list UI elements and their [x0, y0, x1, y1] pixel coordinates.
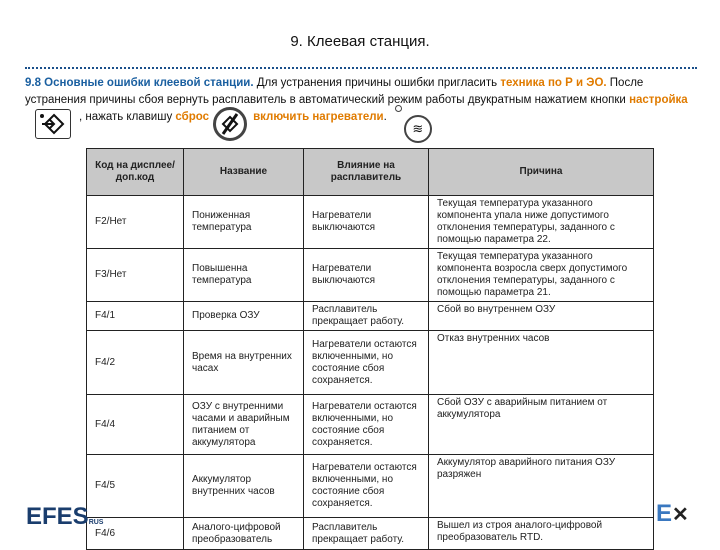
table-row [87, 249, 654, 302]
instructions [25, 75, 705, 139]
cell: F4/6 [87, 518, 184, 550]
cell: F4/1 [87, 302, 184, 331]
page-title: 9. Клеевая станция. [290, 33, 430, 50]
table-row [87, 518, 654, 550]
cell: Аккумулятор аварийного питания ОЗУ разряжен [429, 455, 654, 518]
cell: Аккумулятор внутренних часов [184, 455, 304, 518]
table-row [87, 331, 654, 395]
cell: Нагреватели выключаются [304, 249, 429, 302]
cell: Отказ внутренних часов [429, 331, 654, 395]
heater-icon: ≋ [404, 115, 432, 143]
cell: F4/5 [87, 455, 184, 518]
error-table [86, 148, 654, 550]
text: , нажать клавишу [79, 111, 176, 123]
table-row [87, 395, 654, 455]
cell: Пониженная температура [184, 196, 304, 249]
table-row [87, 455, 654, 518]
col-name: Название [184, 149, 304, 196]
table-row [87, 302, 654, 331]
cell: Сбой ОЗУ с аварийным питанием от аккумулятора [429, 395, 654, 455]
highlight-reset: сброс [175, 111, 210, 123]
cell: ОЗУ с внутренними часами и аварийным питанием от аккумулятора [184, 395, 304, 455]
divider [25, 67, 697, 69]
cell: Сбой во внутреннем ОЗУ [429, 302, 654, 331]
technical-excellence-logo [656, 500, 689, 528]
cell: F4/4 [87, 395, 184, 455]
reset-key-icon [213, 107, 247, 141]
cell: Нагреватели остаются включенными, но состояние сбоя сохраняется. [304, 455, 429, 518]
cell: F2/Нет [87, 196, 184, 249]
text: После устранения причины сбоя вернуть расплавитель в автоматический режим работы двукратным нажатием кнопки [25, 77, 644, 106]
cell: Нагреватели выключаются [304, 196, 429, 249]
cell: Время на внутренних часах [184, 331, 304, 395]
text: . [383, 111, 387, 123]
setup-key-icon [35, 109, 71, 139]
table-header [87, 149, 654, 196]
text: Для устранения причины ошибки пригласить [253, 77, 501, 89]
logo-text: EFES [26, 503, 89, 530]
cell: F3/Нет [87, 249, 184, 302]
logo-text: E [656, 500, 673, 527]
cell: Нагреватели остаются включенными, но состояние сбоя сохраняется. [304, 331, 429, 395]
cell: Текущая температура указанного компонента возросла сверх допустимого отклонения температуры, заданного с помощью параметра 21. [429, 249, 654, 302]
tools-icon: ✕ [672, 504, 689, 526]
section-heading: 9.8 Основные ошибки клеевой станции. [25, 77, 254, 89]
logo-sub: RUS [88, 519, 104, 526]
efes-logo [26, 503, 103, 531]
cell: Расплавитель прекращает работу. [304, 518, 429, 550]
highlight-heaters: включить нагреватели [253, 111, 384, 123]
cell: Текущая температура указанного компонента упала ниже допустимого отклонения температуры, заданного с помощью параметра 22. [429, 196, 654, 249]
col-effect: Влияние на расплавитель [304, 149, 429, 196]
col-cause: Причина [429, 149, 654, 196]
indicator-icon [395, 105, 402, 112]
cell: Расплавитель прекращает работу. [304, 302, 429, 331]
highlight: техника по Р и ЭО. [500, 77, 607, 89]
table-row [87, 196, 654, 249]
highlight-setup: настройка [629, 94, 688, 106]
cell: Проверка ОЗУ [184, 302, 304, 331]
cell: F4/2 [87, 331, 184, 395]
cell: Вышел из строя аналого-цифровой преобразователь RTD. [429, 518, 654, 550]
cell: Повышенна температура [184, 249, 304, 302]
col-code: Код на дисплее/ доп.код [87, 149, 184, 196]
cell: Нагреватели остаются включенными, но состояние сбоя сохраняется. [304, 395, 429, 455]
cell: Аналого-цифровой преобразователь [184, 518, 304, 550]
